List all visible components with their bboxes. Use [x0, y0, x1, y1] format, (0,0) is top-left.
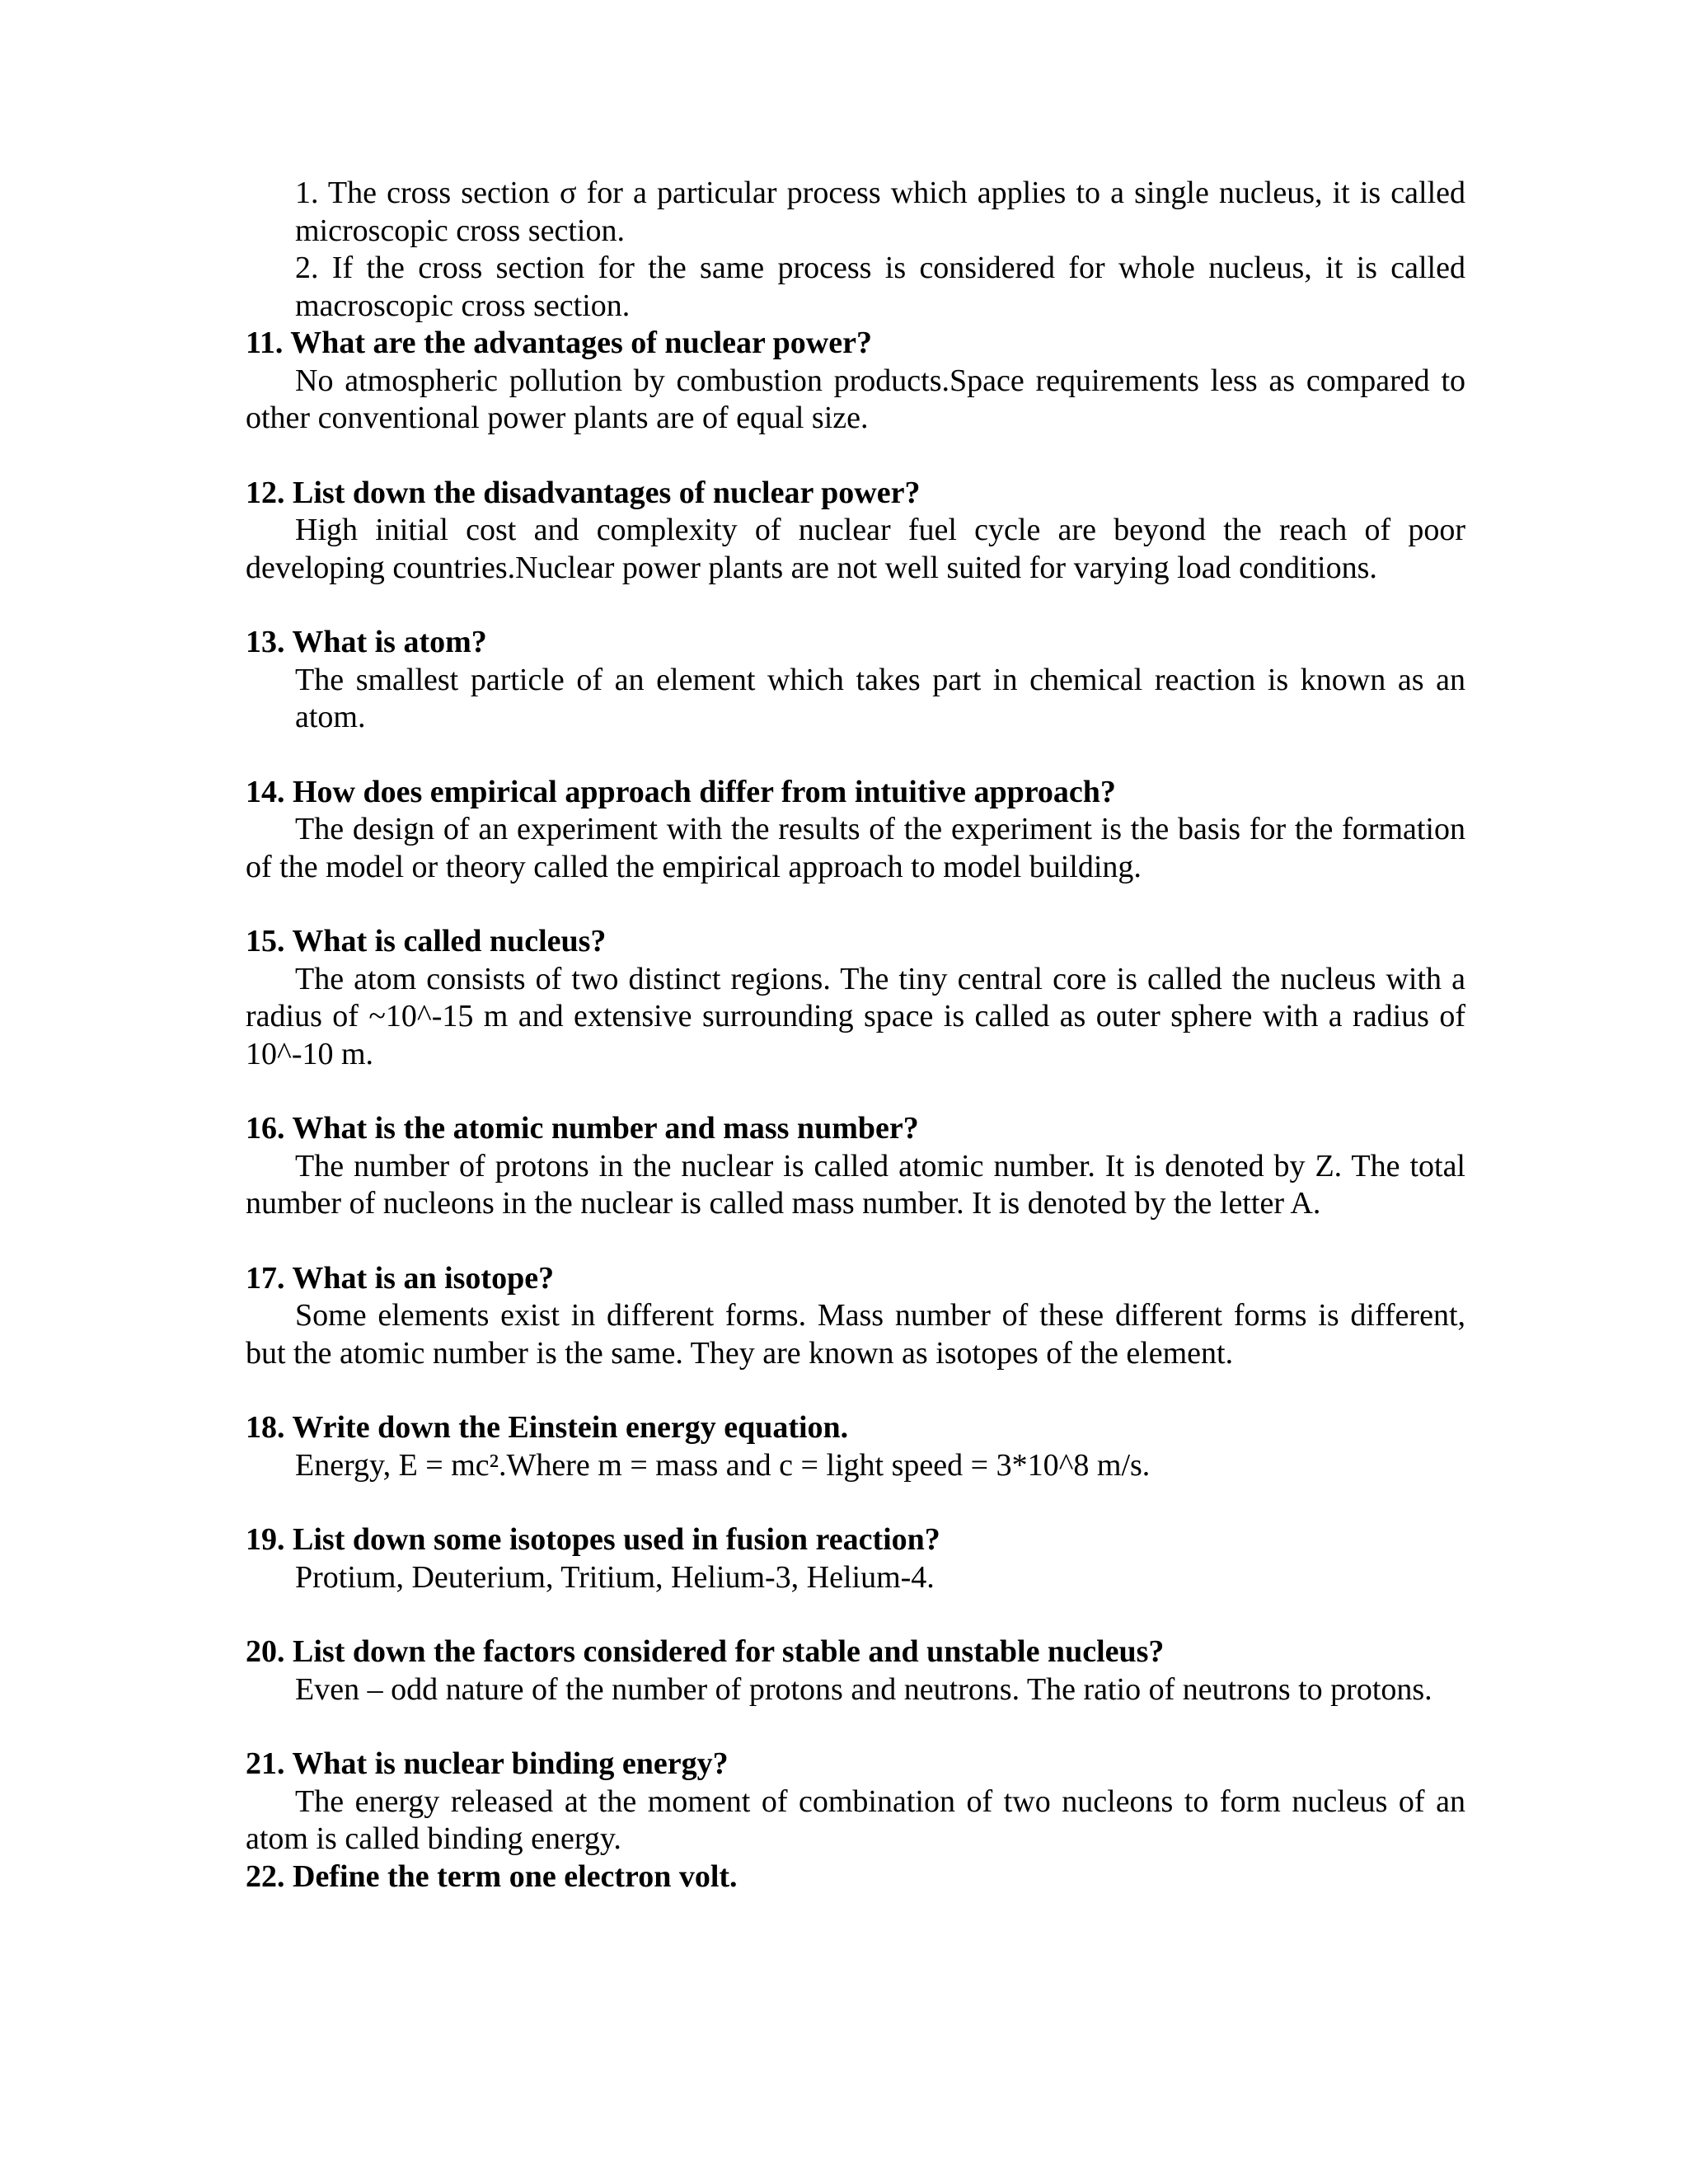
question-12: 12. List down the disadvantages of nuclear power?: [246, 475, 921, 510]
document-page: [246, 175, 1465, 1896]
question-17: 17. What is an isotope?: [246, 1260, 555, 1296]
answer-15: The atom consists of two distinct regions. The tiny central core is called the nucleus with a radius of ~10^-15 m and extensive surrounding space is called as outer sphere with a radius of 10^-10 m.: [246, 961, 1465, 1071]
question-21: 21. What is nuclear binding energy?: [246, 1746, 729, 1781]
question-15: 15. What is called nucleus?: [246, 924, 607, 958]
answer-14: The design of an experiment with the results of the experiment is the basis for the formation of the model or theory called the empirical approach to model building.: [246, 812, 1465, 884]
answer-13: The smallest particle of an element which takes part in chemical reaction is known as an atom.: [295, 662, 1465, 734]
question-18: 18. Write down the Einstein energy equation.: [246, 1410, 849, 1445]
answer-21: The energy released at the moment of combination of two nucleons to form nucleus of an atom is called binding energy.: [246, 1783, 1465, 1856]
question-13: 13. What is atom?: [246, 625, 487, 659]
question-19: 19. List down some isotopes used in fusion reaction?: [246, 1522, 940, 1557]
answer-17: Some elements exist in different forms. Mass number of these different forms is different, but the atomic number is the same. They are known as isotopes of the element.: [246, 1298, 1465, 1371]
question-14: 14. How does empirical approach differ from intuitive approach?: [246, 774, 1116, 809]
question-16: 16. What is the atomic number and mass number?: [246, 1111, 919, 1146]
answer-16: The number of protons in the nuclear is called atomic number. It is denoted by Z. The total number of nucleons in the nuclear is called mass number. It is denoted by the letter A.: [246, 1148, 1465, 1221]
question-22: 22. Define the term one electron volt.: [246, 1858, 738, 1894]
answer-19: Protium, Deuterium, Tritium, Helium-3, Helium-4.: [295, 1559, 935, 1595]
question-11: 11. What are the advantages of nuclear power?: [246, 326, 872, 360]
intro-paragraph-2: 2. If the cross section for the same process is considered for whole nucleus, it is called macroscopic cross section.: [295, 251, 1465, 323]
answer-20: Even – odd nature of the number of protons and neutrons. The ratio of neutrons to protons.: [295, 1671, 1432, 1707]
question-20: 20. List down the factors considered for stable and unstable nucleus?: [246, 1634, 1165, 1669]
answer-18: Energy, E = mc².Where m = mass and c = light speed = 3*10^8 m/s.: [295, 1447, 1151, 1483]
answer-12: High initial cost and complexity of nuclear fuel cycle are beyond the reach of poor developing countries.Nuclear power plants are not well suited for varying load conditions.: [246, 513, 1465, 585]
answer-11: No atmospheric pollution by combustion products.Space requirements less as compared to other conventional power plants are of equal size.: [246, 363, 1465, 435]
intro-paragraph-1: 1. The cross section σ for a particular process which applies to a single nucleus, it is called microscopic cross section.: [295, 176, 1465, 248]
